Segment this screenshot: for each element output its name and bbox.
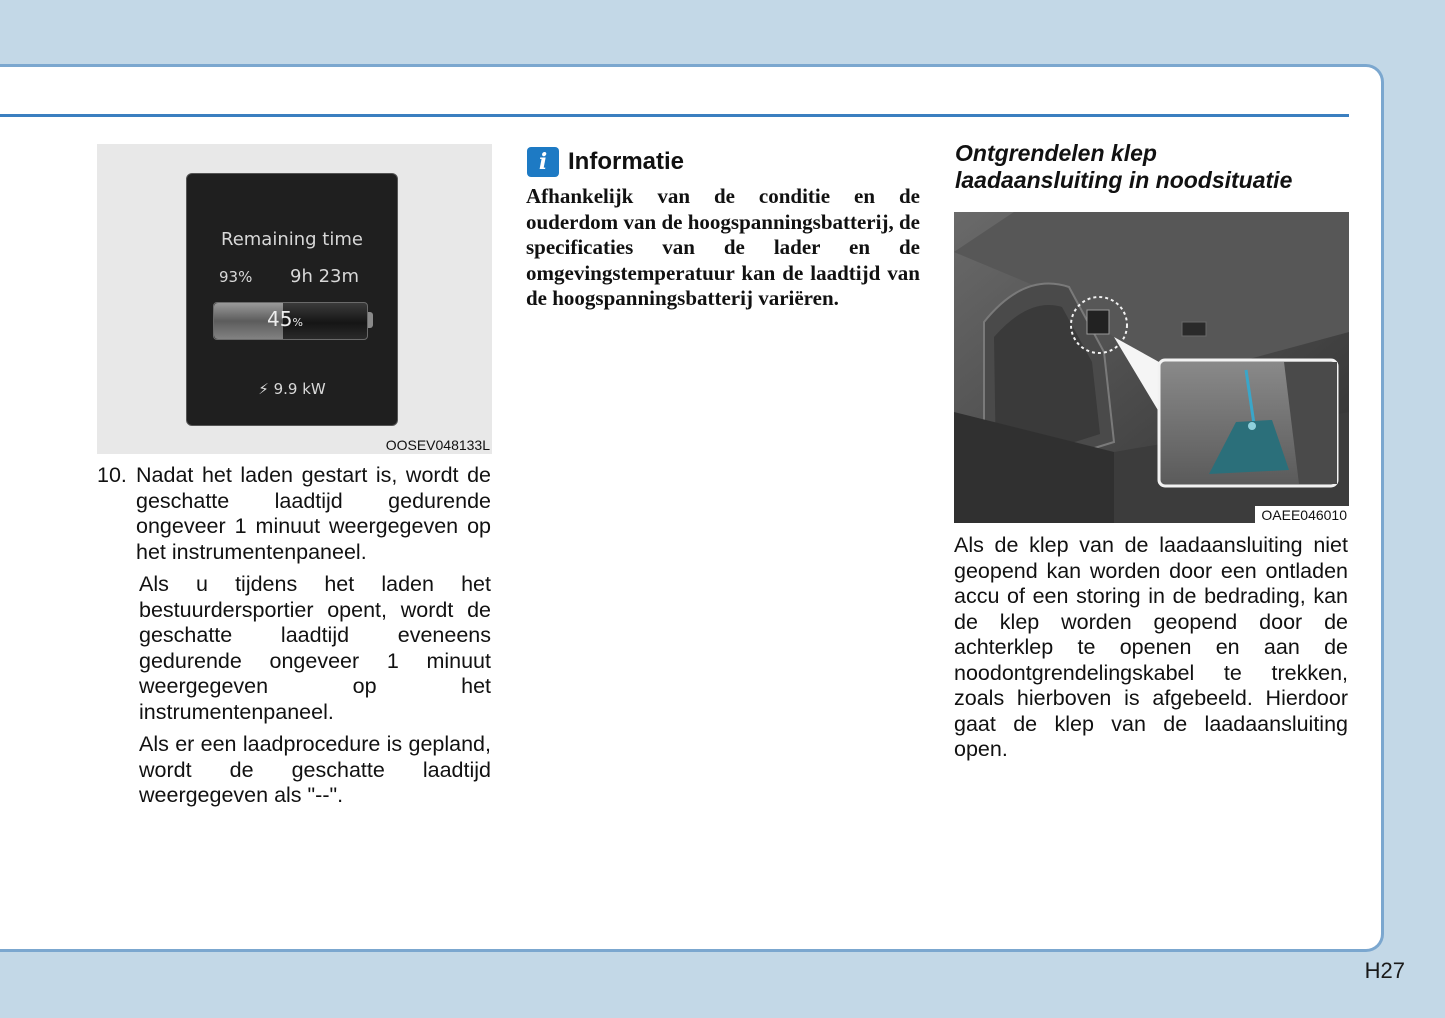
paragraph-door-open: Als u tijdens het laden het bestuurdersportier opent, wordt de geschatte laadtijd eveneens gedurende ongeveer 1 minuut weergegeven op het instrumentenpaneel. bbox=[139, 572, 491, 724]
figure-code: OAEE046010 bbox=[1255, 506, 1349, 523]
info-title: Informatie bbox=[568, 148, 685, 175]
info-text: Afhankelijk van de conditie en de ouderdom van de hoogspanningsbatterij, de specificaties van de lader en de omgevingstemperatuur kan de laadtijd van de hoogspanningsbatterij variëren. bbox=[526, 184, 920, 310]
header-rule bbox=[0, 114, 1349, 117]
column-1-text bbox=[97, 463, 491, 809]
screen-power: ⚡ 9.9 kW bbox=[258, 380, 326, 398]
item-text: Nadat het laden gestart is, wordt de geschatte laadtijd gedurende ongeveer 1 minuut weergegeven op het instrumentenpaneel. bbox=[136, 463, 491, 564]
screen-percent: 93% bbox=[219, 268, 253, 286]
section-title-line-2: laadaansluiting in noodsituatie bbox=[955, 167, 1293, 193]
screen-title: Remaining time bbox=[221, 229, 363, 250]
figure-code: OOSEV048133L bbox=[385, 437, 490, 453]
page-number: H27 bbox=[1364, 958, 1405, 983]
info-icon: i bbox=[527, 147, 559, 177]
figure-remaining-time bbox=[97, 144, 492, 454]
section-body: Als de klep van de laadaansluiting niet geopend kan worden door een ontladen accu of een storing in de bedrading, kan de klep worden geopend door de achterklep te openen en aan de noodontgrendelingskabel te trekken, zoals hierboven is afgebeeld. Hierdoor gaat de klep van de laadaansluiting open. bbox=[954, 533, 1348, 761]
screen-time: 9h 23m bbox=[290, 266, 360, 287]
item-number: 10. bbox=[97, 463, 127, 487]
list-item-10 bbox=[97, 463, 491, 565]
battery-level: 45% bbox=[267, 307, 303, 331]
info-header bbox=[527, 146, 684, 178]
trunk-illustration bbox=[954, 212, 1349, 523]
section-title bbox=[955, 140, 1355, 194]
battery-cap bbox=[368, 312, 373, 328]
section-title-line-1: Ontgrendelen klep bbox=[955, 140, 1157, 166]
paragraph-scheduled: Als er een laadprocedure is gepland, wordt de geschatte laadtijd weergegeven als "--". bbox=[139, 732, 491, 807]
instrument-screen bbox=[186, 173, 398, 426]
figure-emergency-release bbox=[954, 212, 1349, 523]
battery-unit: % bbox=[292, 316, 303, 329]
